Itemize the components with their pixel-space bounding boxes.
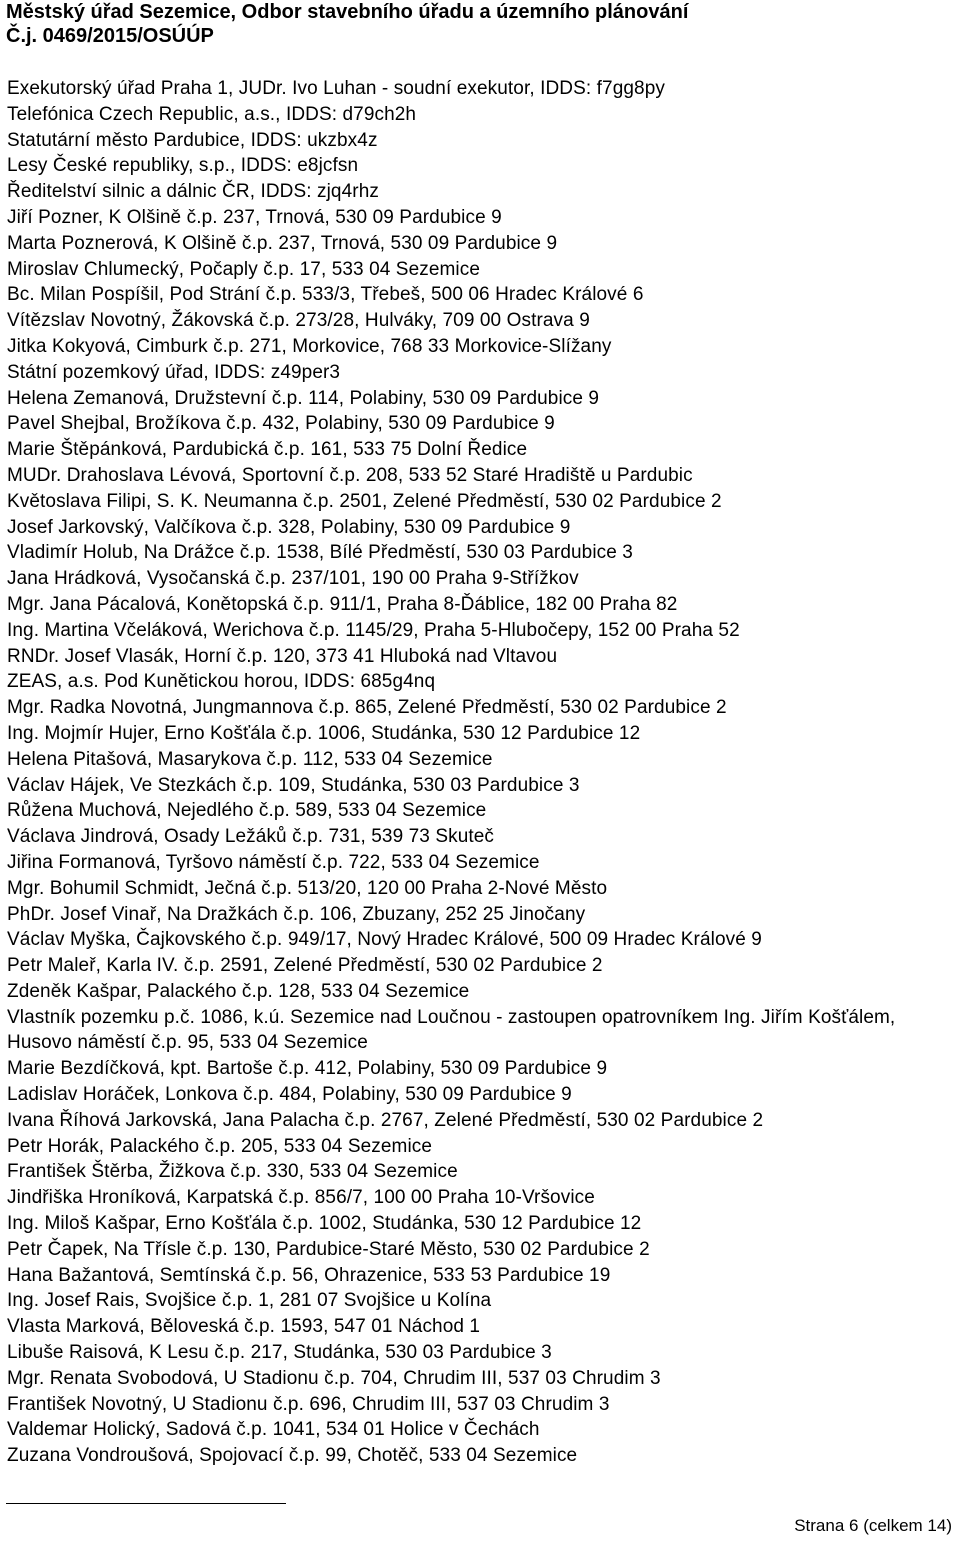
recipient-entry: Vítězslav Novotný, Žákovská č.p. 273/28, Hulváky, 709 00 Ostrava 9 <box>7 310 590 332</box>
recipient-entry: Pavel Shejbal, Brožíkova č.p. 432, Polabiny, 530 09 Pardubice 9 <box>7 413 555 435</box>
recipient-entry: Ing. Josef Rais, Svojšice č.p. 1, 281 07 Svojšice u Kolína <box>7 1290 492 1312</box>
recipient-entry: Ivana Říhová Jarkovská, Jana Palacha č.p. 2767, Zelené Předměstí, 530 02 Pardubice 2 <box>7 1109 764 1131</box>
recipient-entry: Ing. Martina Včeláková, Werichova č.p. 1145/29, Praha 5-Hlubočepy, 152 00 Praha 52 <box>7 619 740 641</box>
recipient-entry: Jiří Pozner, K Olšině č.p. 237, Trnová, 530 09 Pardubice 9 <box>7 206 502 228</box>
recipient-entry: Mgr. Renata Svobodová, U Stadionu č.p. 704, Chrudim III, 537 03 Chrudim 3 <box>7 1367 661 1389</box>
recipient-entry: Helena Pitašová, Masarykova č.p. 112, 533 04 Sezemice <box>7 748 493 770</box>
recipient-entry: Marta Poznerová, K Olšině č.p. 237, Trnová, 530 09 Pardubice 9 <box>7 232 558 254</box>
recipient-entry: Telefónica Czech Republic, a.s., IDDS: d79ch2h <box>7 103 417 125</box>
recipient-entry: Marie Bezdíčková, kpt. Bartoše č.p. 412, Polabiny, 530 09 Pardubice 9 <box>7 1058 608 1080</box>
recipient-entry: Hana Bažantová, Semtínská č.p. 56, Ohrazenice, 533 53 Pardubice 19 <box>7 1264 611 1286</box>
recipient-entry: Ing. Mojmír Hujer, Erno Košťála č.p. 1006, Studánka, 530 12 Pardubice 12 <box>7 722 641 744</box>
recipient-entry: Exekutorský úřad Praha 1, JUDr. Ivo Luhan - soudní exekutor, IDDS: f7gg8py <box>7 78 665 99</box>
recipient-entry: Jiřina Formanová, Tyršovo náměstí č.p. 722, 533 04 Sezemice <box>7 851 540 873</box>
recipient-entry: Jitka Kokyová, Cimburk č.p. 271, Morkovice, 768 33 Morkovice-Slížany <box>7 335 612 357</box>
reference-number: Č.j. 0469/2015/OSÚÚP <box>6 25 214 47</box>
recipient-entry: Miroslav Chlumecký, Počaply č.p. 17, 533 04 Sezemice <box>7 258 481 280</box>
recipient-entry: Růžena Muchová, Nejedlého č.p. 589, 533 04 Sezemice <box>7 800 487 822</box>
recipient-entry: Libuše Raisová, K Lesu č.p. 217, Studánka, 530 03 Pardubice 3 <box>7 1342 552 1364</box>
recipient-entry: Václav Myška, Čajkovského č.p. 949/17, Nový Hradec Králové, 500 09 Hradec Králové 9 <box>7 929 762 951</box>
recipient-entry: Valdemar Holický, Sadová č.p. 1041, 534 01 Holice v Čechách <box>7 1419 540 1441</box>
recipient-entry: Vladimír Holub, Na Drážce č.p. 1538, Bílé Předměstí, 530 03 Pardubice 3 <box>7 542 633 564</box>
recipient-entry: Josef Jarkovský, Valčíkova č.p. 328, Polabiny, 530 09 Pardubice 9 <box>7 516 571 538</box>
recipient-entry: Jana Hrádková, Vysočanská č.p. 237/101, 190 00 Praha 9-Střížkov <box>7 568 579 590</box>
recipient-entry: František Novotný, U Stadionu č.p. 696, Chrudim III, 537 03 Chrudim 3 <box>7 1393 610 1415</box>
recipient-entry: Jindřiška Hroníková, Karpatská č.p. 856/7, 100 00 Praha 10-Vršovice <box>7 1187 595 1209</box>
document-header <box>6 0 956 48</box>
recipient-entry: Zdeněk Kašpar, Palackého č.p. 128, 533 04 Sezemice <box>7 980 470 1002</box>
recipient-entry: Petr Horák, Palackého č.p. 205, 533 04 Sezemice <box>7 1135 433 1157</box>
recipient-entry: Květoslava Filipi, S. K. Neumanna č.p. 2501, Zelené Předměstí, 530 02 Pardubice 2 <box>7 490 722 512</box>
recipient-entry: Lesy České republiky, s.p., IDDS: e8jcfsn <box>7 155 359 177</box>
recipient-entry: Statutární město Pardubice, IDDS: ukzbx4z <box>7 129 378 151</box>
recipient-list <box>7 76 955 1469</box>
recipient-entry: Marie Štěpánková, Pardubická č.p. 161, 533 75 Dolní Ředice <box>7 439 528 461</box>
recipient-entry: Helena Zemanová, Družstevní č.p. 114, Polabiny, 530 09 Pardubice 9 <box>7 387 600 409</box>
recipient-entry: Václava Jindrová, Osady Ležáků č.p. 731, 539 73 Skuteč <box>7 826 495 848</box>
recipient-entry: Ladislav Horáček, Lonkova č.p. 484, Polabiny, 530 09 Pardubice 9 <box>7 1084 572 1106</box>
page-number: Strana 6 (celkem 14) <box>794 1516 952 1535</box>
recipient-entry: Václav Hájek, Ve Stezkách č.p. 109, Studánka, 530 03 Pardubice 3 <box>7 774 580 796</box>
recipient-entry: František Štěrba, Žižkova č.p. 330, 533 04 Sezemice <box>7 1161 458 1183</box>
recipient-entry: Mgr. Jana Pácalová, Konětopská č.p. 911/1, Praha 8-Ďáblice, 182 00 Praha 82 <box>7 593 678 615</box>
recipient-entry: ZEAS, a.s. Pod Kunětickou horou, IDDS: 685g4nq <box>7 671 436 693</box>
recipient-entry: Petr Čapek, Na Třísle č.p. 130, Pardubice-Staré Město, 530 02 Pardubice 2 <box>7 1238 650 1260</box>
recipient-entry: MUDr. Drahoslava Lévová, Sportovní č.p. 208, 533 52 Staré Hradiště u Pardubic <box>7 464 693 486</box>
recipient-entry: Bc. Milan Pospíšil, Pod Strání č.p. 533/3, Třebeš, 500 06 Hradec Králové 6 <box>7 284 644 306</box>
recipient-entry: PhDr. Josef Vinař, Na Dražkách č.p. 106, Zbuzany, 252 25 Jinočany <box>7 903 586 925</box>
recipient-entry: RNDr. Josef Vlasák, Horní č.p. 120, 373 41 Hluboká nad Vltavou <box>7 645 558 667</box>
recipient-entry: Petr Maleř, Karla IV. č.p. 2591, Zelené Předměstí, 530 02 Pardubice 2 <box>7 955 603 977</box>
recipient-entry: Zuzana Vondroušová, Spojovací č.p. 99, Chotěč, 533 04 Sezemice <box>7 1445 578 1467</box>
footer-divider <box>6 1503 286 1504</box>
recipient-entry: Vlasta Marková, Běloveská č.p. 1593, 547 01 Náchod 1 <box>7 1316 481 1338</box>
recipient-entry: Ing. Miloš Kašpar, Erno Košťála č.p. 1002, Studánka, 530 12 Pardubice 12 <box>7 1213 642 1235</box>
recipient-entry: Vlastník pozemku p.č. 1086, k.ú. Sezemice nad Loučnou - zastoupen opatrovníkem Ing. Jiřím Košťálem, Husovo náměstí č.p. 95, 533 04 Sezemice <box>7 1006 896 1054</box>
recipient-entry: Ředitelství silnic a dálnic ČR, IDDS: zjq4rhz <box>7 181 379 203</box>
office-title: Městský úřad Sezemice, Odbor stavebního úřadu a územního plánování <box>6 1 689 23</box>
recipient-entry: Mgr. Bohumil Schmidt, Ječná č.p. 513/20, 120 00 Praha 2-Nové Město <box>7 877 608 899</box>
recipient-entry: Mgr. Radka Novotná, Jungmannova č.p. 865, Zelené Předměstí, 530 02 Pardubice 2 <box>7 697 727 719</box>
recipient-entry: Státní pozemkový úřad, IDDS: z49per3 <box>7 361 341 383</box>
